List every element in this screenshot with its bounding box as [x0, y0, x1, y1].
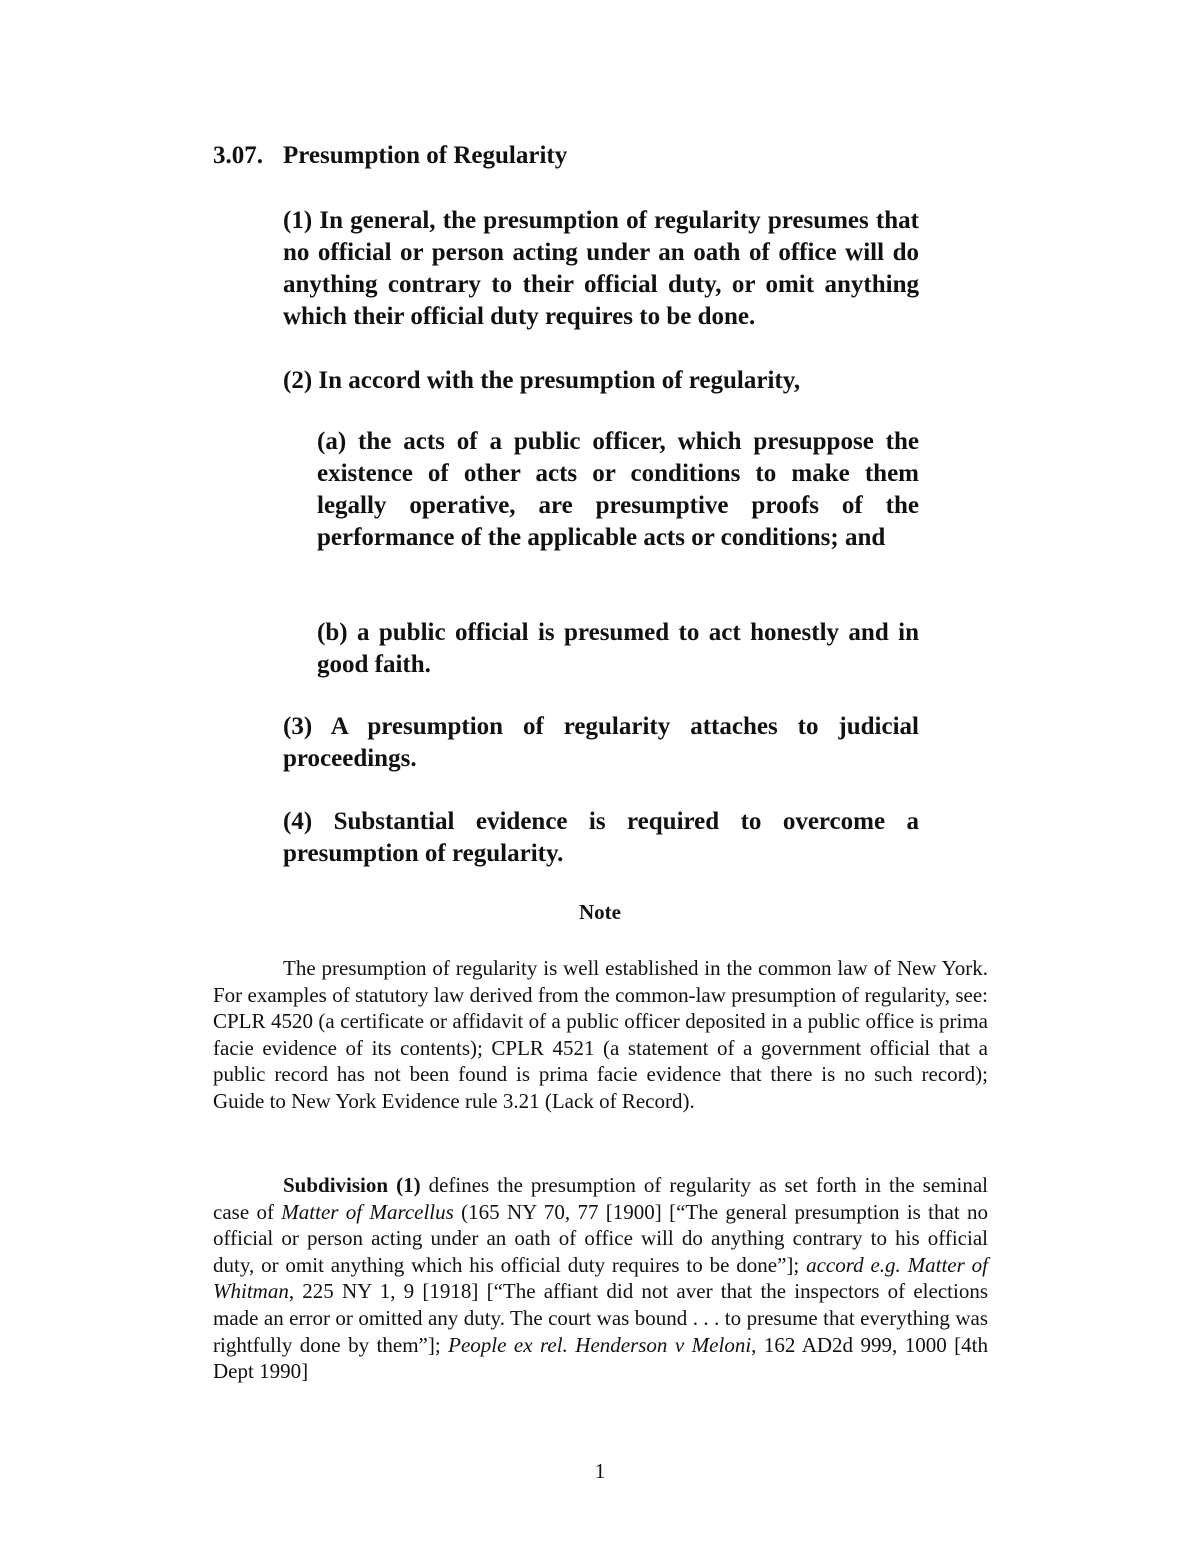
case-citation: Matter of Marcellus [281, 1199, 454, 1224]
subdivision-4: (4) Substantial evidence is required to overcome a presumption of regularity. [283, 808, 919, 867]
subdivision-2b: (b) a public official is presumed to act honestly and in good faith. [317, 619, 919, 678]
subdivision-1: (1) In general, the presumption of regularity presumes that no official or person acting under an oath of office will do anything contrary to their official duty, or omit anything which their official duty requires to be done. [283, 207, 919, 330]
rule-number: 3.07. [213, 142, 263, 169]
page-number: 1 [594, 1459, 606, 1483]
case-citation: People ex rel. Henderson v Meloni [448, 1332, 752, 1357]
note-paragraph-2 [213, 1172, 988, 1385]
note-text: , 225 NY 1, 9 [1918] [“The affiant did not aver that the inspectors of elections made an error or omitted any duty. The court was bound . . . to presume that everything was rightfully done by them”]; [213, 1279, 988, 1357]
subdivision-3: (3) A presumption of regularity attaches to judicial proceedings. [283, 713, 919, 772]
subdivision-2-intro: (2) In accord with the presumption of regularity, [283, 367, 801, 394]
note-text: defines the presumption of regularity as set forth in the seminal case of [213, 1173, 988, 1224]
subdivision-reference: Subdivision (1) [283, 1173, 421, 1197]
subdivision-2a: (a) the acts of a public officer, which presuppose the existence of other acts or conditions to make them legally operative, are presumptive proofs of the performance of the applicable acts or conditions; and [317, 428, 919, 551]
note-heading: Note [579, 900, 621, 924]
rule-heading [213, 140, 567, 172]
note-text: (165 NY 70, 77 [1900] [“The general presumption is that no official or person acting under an oath of office will do anything contrary to his official duty, or omit anything which his official duty requires to be done”]; [213, 1199, 988, 1277]
note-text: , 162 AD2d 999, 1000 [4th Dept 1990] [213, 1332, 988, 1384]
rule-title: Presumption of Regularity [283, 142, 568, 169]
note-paragraph-1: The presumption of regularity is well established in the common law of New York. For examples of statutory law derived from the common-law presumption of regularity, see: CPLR 4520 (a certificate or affidavit of a public officer deposited in a public office is prima facie evidence of its contents); CPLR 4521 (a statement of a government official that a public record has not been found is prima facie evidence that there is no such record); Guide to New York Evidence rule 3.21 (Lack of Record). [213, 956, 988, 1113]
case-citation: accord e.g. Matter of Whitman [213, 1252, 988, 1304]
